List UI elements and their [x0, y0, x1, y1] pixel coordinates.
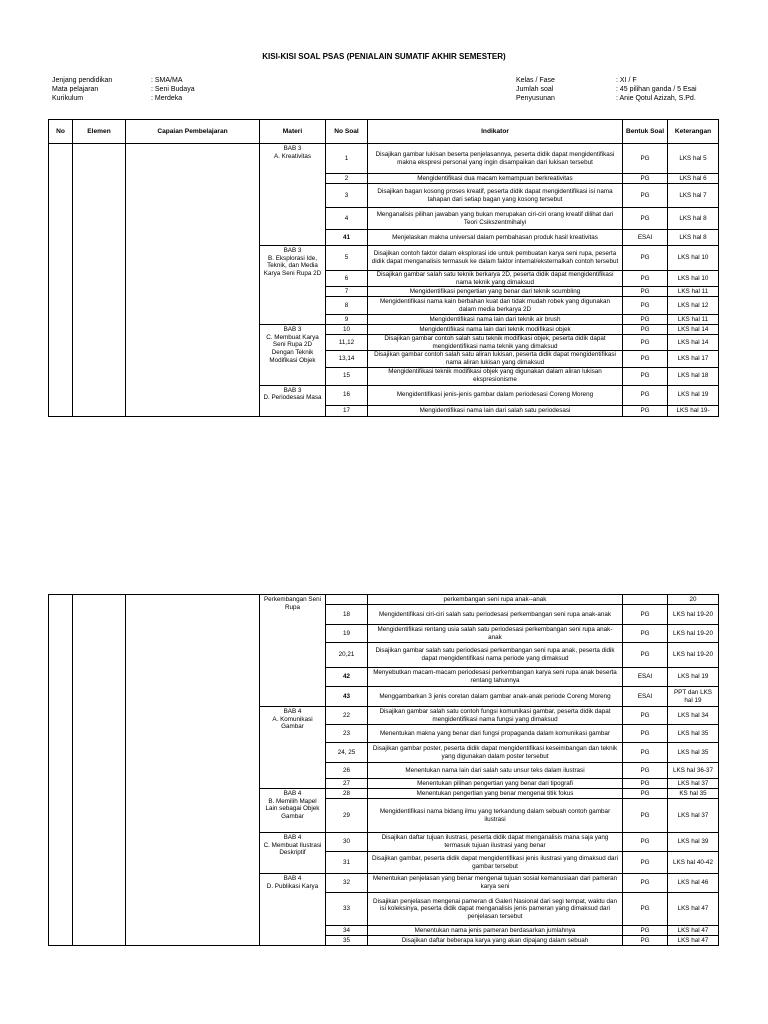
indikator-cell: Mengidentifikasi nama lain dari salah satu periodesasi: [368, 405, 623, 416]
keterangan-cell: LKS hal 37: [668, 799, 719, 833]
bentuk-soal-cell: PG: [623, 789, 668, 799]
keterangan-cell: LKS hal 14: [668, 335, 719, 351]
indikator-cell: Menentukan makna yang benar dari fungsi propaganda dalam komunikasi gambar: [368, 725, 623, 743]
header-no: No: [49, 120, 73, 144]
keterangan-cell: LKS hal 35: [668, 725, 719, 743]
bentuk-soal-cell: PG: [623, 385, 668, 405]
keterangan-cell: LKS hal 47: [668, 893, 719, 926]
materi-cell: BAB 3 B. Eksplorasi Ide, Teknik, dan Media Karya Seni Rupa 2D: [260, 246, 326, 325]
keterangan-cell: LKS hal 14: [668, 325, 719, 335]
materi-cell: Perkembangan Seni Rupa: [260, 595, 326, 707]
indikator-cell: Menentukan pilihan pengertian yang benar dari tipografi: [368, 779, 623, 789]
indikator-cell: Mengidentifikasi jenis-jenis gambar dalam periodesasi Coreng Moreng: [368, 385, 623, 405]
indikator-cell: Disajikan gambar contoh salah satu teknik modifikasi objek, peserta didik dapat mengidentifikasi nama teknik yang dimaksud: [368, 335, 623, 351]
bentuk-soal-cell: PG: [623, 325, 668, 335]
no-soal-cell: 19: [326, 625, 368, 643]
meta-value: : SMA/MA: [151, 77, 183, 84]
bentuk-soal-cell: [623, 595, 668, 605]
meta-row: [52, 76, 195, 85]
indikator-cell: perkembangan seni rupa anak--anak: [368, 595, 623, 605]
meta-label: Mata pelajaran: [52, 86, 99, 93]
bentuk-soal-cell: PG: [623, 315, 668, 325]
meta-row: [52, 94, 195, 103]
keterangan-cell: LKS hal 34: [668, 707, 719, 725]
no-soal-cell: 16: [326, 385, 368, 405]
materi-cell: BAB 3 A. Kreativitas: [260, 144, 326, 246]
no-soal-cell: 35: [326, 936, 368, 946]
bentuk-soal-cell: PG: [623, 405, 668, 416]
meta-value: : Seni Budaya: [151, 86, 195, 93]
indikator-cell: Disajikan penjelasan mengenai pameran di Galeri Nasional dari segi tempat, waktu dan isi koleksinya, peserta didik dapat menganalisis jenis pameran yang dimaksud dari penjelasan tersebut: [368, 893, 623, 926]
indikator-cell: Mengidentifikasi nama bidang ilmu yang terkandung dalam sebuah contoh gambar ilustrasi: [368, 799, 623, 833]
elemen-cell: [73, 144, 126, 417]
meta-row: [52, 85, 195, 94]
meta-label: Jenjang pendidikan: [52, 77, 113, 84]
meta-label: Penyusunan: [516, 95, 555, 102]
indikator-cell: Mengidentifikasi dua macam kemampuan berkreativitas: [368, 174, 623, 184]
keterangan-cell: LKS hal 6: [668, 174, 719, 184]
no-soal-cell: 10: [326, 325, 368, 335]
indikator-cell: Menentukan pengertian yang benar mengenai titik fokus: [368, 789, 623, 799]
meta-value: : Merdeka: [151, 95, 183, 102]
materi-cell: BAB 3 D. Periodesasi Masa: [260, 385, 326, 416]
bentuk-soal-cell: PG: [623, 297, 668, 315]
materi-cell: BAB 3 C. Membuat Karya Seni Rupa 2D Dengan Teknik Modifikasi Objek: [260, 325, 326, 385]
no-soal-cell: 24, 25: [326, 743, 368, 763]
bentuk-soal-cell: ESAI: [623, 687, 668, 707]
keterangan-cell: LKS hal 35: [668, 743, 719, 763]
indikator-cell: Disajikan gambar salah satu periodesasi perkembangan seni rupa anak, peserta didik dapat mengidentifikasi nama periode yang dimaksud: [368, 643, 623, 668]
no-soal-cell: 5: [326, 246, 368, 271]
bentuk-soal-cell: PG: [623, 174, 668, 184]
table-body-2: [49, 595, 719, 946]
indikator-cell: Disajikan gambar, peserta didik dapat mengidentifikasi jenis ilustrasi yang dimaksud dari gambar tersebut: [368, 852, 623, 874]
keterangan-cell: KS hal 35: [668, 789, 719, 799]
bentuk-soal-cell: PG: [623, 246, 668, 271]
meta-value: : XI / F: [616, 77, 637, 84]
no-soal-cell: 1: [326, 144, 368, 174]
bentuk-soal-cell: PG: [623, 208, 668, 230]
keterangan-cell: LKS hal 19-20: [668, 625, 719, 643]
bentuk-soal-cell: PG: [623, 625, 668, 643]
kisi-kisi-table-2: [48, 594, 719, 946]
bentuk-soal-cell: PG: [623, 605, 668, 625]
no-soal-cell: 3: [326, 184, 368, 208]
indikator-cell: Mengidentifikasi rentang usia salah satu periodesasi perkembangan seni rupa anak-anak: [368, 625, 623, 643]
keterangan-cell: LKS hal 8: [668, 208, 719, 230]
bentuk-soal-cell: PG: [623, 271, 668, 287]
keterangan-cell: LKS hal 5: [668, 144, 719, 174]
meta-row: [516, 76, 697, 85]
no-soal-cell: 26: [326, 763, 368, 779]
meta-value: : Anie Qotul Azizah, S.Pd.: [616, 95, 696, 102]
bentuk-soal-cell: PG: [623, 351, 668, 367]
meta-left: [52, 76, 195, 103]
no-soal-cell: 15: [326, 367, 368, 385]
header-indikator: Indikator: [368, 120, 623, 144]
table-header-row: [49, 120, 719, 144]
no-soal-cell: 17: [326, 405, 368, 416]
no-soal-cell: 8: [326, 297, 368, 315]
keterangan-cell: LKS hal 19: [668, 385, 719, 405]
indikator-cell: Menentukan nama lain dari salah satu unsur teks dalam ilustrasi: [368, 763, 623, 779]
keterangan-cell: LKS hal 39: [668, 833, 719, 852]
keterangan-cell: LKS hal 19-20: [668, 605, 719, 625]
bentuk-soal-cell: ESAI: [623, 230, 668, 246]
meta-right: [516, 76, 697, 103]
no-soal-cell: 32: [326, 874, 368, 893]
keterangan-cell: PPT dan LKS hal 19: [668, 687, 719, 707]
keterangan-cell: LKS hal 8: [668, 230, 719, 246]
keterangan-cell: LKS hal 7: [668, 184, 719, 208]
header-elemen: Elemen: [73, 120, 126, 144]
materi-cell: BAB 4 D. Publikasi Karya: [260, 874, 326, 946]
no-cell: [49, 595, 73, 946]
bentuk-soal-cell: PG: [623, 743, 668, 763]
no-soal-cell: 13,14: [326, 351, 368, 367]
indikator-cell: Disajikan gambar lukisan beserta penjelasannya, peserta didik dapat mengidentifikasi makna ekspresi personal yang ingin disampaikan dari lukisan tersebut: [368, 144, 623, 174]
no-soal-cell: 42: [326, 668, 368, 687]
keterangan-cell: LKS hal 47: [668, 926, 719, 936]
header-keterangan: Keterangan: [668, 120, 719, 144]
bentuk-soal-cell: PG: [623, 643, 668, 668]
no-soal-cell: 30: [326, 833, 368, 852]
indikator-cell: Menggambarkan 3 jenis coretan dalam gambar anak-anak periode Coreng Moreng: [368, 687, 623, 707]
indikator-cell: Disajikan bagan kosong proses kreatif, peserta didik dapat mengidentifikasi isi nama tahapan dari setiap bagan yang kosong tersebut: [368, 184, 623, 208]
table-row: [49, 144, 719, 174]
no-soal-cell: 23: [326, 725, 368, 743]
kisi-kisi-table-1: [48, 119, 719, 417]
meta-row: [516, 85, 697, 94]
keterangan-cell: LKS hal 10: [668, 246, 719, 271]
no-soal-cell: 28: [326, 789, 368, 799]
keterangan-cell: LKS hal 46: [668, 874, 719, 893]
no-soal-cell: 33: [326, 893, 368, 926]
bentuk-soal-cell: PG: [623, 779, 668, 789]
header-no-soal: No Soal: [326, 120, 368, 144]
no-soal-cell: 27: [326, 779, 368, 789]
indikator-cell: Disajikan daftar tujuan ilustrasi, peserta didik dapat menganalisis mana saja yang termasuk tujuan ilustrasi yang benar: [368, 833, 623, 852]
indikator-cell: Mengidentifikasi nama kain berbahan kuat dan tidak mudah robek yang digunakan dalam media berkarya 2D: [368, 297, 623, 315]
header-materi: Materi: [260, 120, 326, 144]
header-capaian: Capaian Pembelajaran: [126, 120, 260, 144]
elemen-cell: [73, 595, 126, 946]
bentuk-soal-cell: PG: [623, 335, 668, 351]
document-title: KISI-KISI SOAL PSAS (PENIALAIN SUMATIF AKHIR SEMESTER): [262, 52, 506, 61]
bentuk-soal-cell: PG: [623, 367, 668, 385]
bentuk-soal-cell: PG: [623, 725, 668, 743]
no-soal-cell: 31: [326, 852, 368, 874]
keterangan-cell: LKS hal 19: [668, 668, 719, 687]
indikator-cell: Menyebutkan macam-macam periodesasi perkembangan karya seni rupa anak beserta rentang tahunnya: [368, 668, 623, 687]
no-soal-cell: 2: [326, 174, 368, 184]
keterangan-cell: 20: [668, 595, 719, 605]
bentuk-soal-cell: PG: [623, 926, 668, 936]
header-bentuk: Bentuk Soal: [623, 120, 668, 144]
no-soal-cell: 6: [326, 271, 368, 287]
table-body-1: [49, 144, 719, 417]
meta-value: : 45 pilihan ganda / 5 Esai: [616, 86, 697, 93]
indikator-cell: Disajikan gambar salah satu contoh fungsi komunikasi gambar, peserta didik dapat mengidentifikasi nama fungsi yang dimaksud: [368, 707, 623, 725]
capaian-cell: [126, 595, 260, 946]
meta-row: [516, 94, 697, 103]
table-row: [49, 595, 719, 605]
indikator-cell: Mengidentifikasi ciri-ciri salah satu periodesasi perkembangan seni rupa anak-anak: [368, 605, 623, 625]
materi-cell: BAB 4 B. Memilih Mapel Lain sebagai Objek Gambar: [260, 789, 326, 833]
keterangan-cell: LKS hal 18: [668, 367, 719, 385]
indikator-cell: Disajikan contoh faktor dalam eksplorasi ide untuk pembuatan karya seni rupa, peserta didik dapat menganalisis termasuk ke dalam faktor internal/eksternalkah contoh tersebut: [368, 246, 623, 271]
keterangan-cell: LKS hal 37: [668, 779, 719, 789]
indikator-cell: Menentukan penjelasan yang benar mengenai tujuan sosial kemanusiaan dari pameran karya seni: [368, 874, 623, 893]
indikator-cell: Disajikan gambar salah satu teknik berkarya 2D, peserta didik dapat mengidentifikasi nama teknik yang dimaksud: [368, 271, 623, 287]
indikator-cell: Menentukan nama jenis pameran berdasarkan jumlahnya: [368, 926, 623, 936]
keterangan-cell: LKS hal 36-37: [668, 763, 719, 779]
indikator-cell: Menjelaskan makna universal dalam pembahasan produk hasil kreativitas: [368, 230, 623, 246]
indikator-cell: Mengidentifikasi pengertian yang benar dari teknik scumbling: [368, 287, 623, 297]
no-soal-cell: 9: [326, 315, 368, 325]
indikator-cell: Mengidentifikasi nama lain dari teknik modifikasi objek: [368, 325, 623, 335]
no-soal-cell: 43: [326, 687, 368, 707]
indikator-cell: Mengidentifikasi teknik modifikasi objek yang digunakan dalam aliran lukisan ekspresionisme: [368, 367, 623, 385]
keterangan-cell: LKS hal 12: [668, 297, 719, 315]
bentuk-soal-cell: PG: [623, 287, 668, 297]
no-soal-cell: 18: [326, 605, 368, 625]
meta-label: Kelas / Fase: [516, 77, 555, 84]
no-cell: [49, 144, 73, 417]
no-soal-cell: 41: [326, 230, 368, 246]
indikator-cell: Disajikan gambar poster, peserta didik dapat mengidentifikasi keseimbangan dan teknik yang digunakan dalam poster tersebut: [368, 743, 623, 763]
indikator-cell: Disajikan daftar beberapa karya yang akan dipajang dalam sebuah: [368, 936, 623, 946]
bentuk-soal-cell: PG: [623, 852, 668, 874]
bentuk-soal-cell: PG: [623, 833, 668, 852]
bentuk-soal-cell: PG: [623, 936, 668, 946]
indikator-cell: Menganalisis pilihan jawaban yang bukan merupakan ciri-ciri orang kreatif dilihat dari Teori Csikszentmihalyi: [368, 208, 623, 230]
meta-label: Jumlah soal: [516, 86, 554, 93]
no-soal-cell: 22: [326, 707, 368, 725]
indikator-cell: Disajikan gambar contoh salah satu aliran lukisan, peserta didik dapat mengidentifikasi nama aliran lukisan yang dimaksud: [368, 351, 623, 367]
keterangan-cell: LKS hal 19-: [668, 405, 719, 416]
bentuk-soal-cell: ESAI: [623, 668, 668, 687]
no-soal-cell: 34: [326, 926, 368, 936]
materi-cell: BAB 4 C. Membuat Ilustrasi Deskriptif: [260, 833, 326, 874]
no-soal-cell: 20,21: [326, 643, 368, 668]
keterangan-cell: LKS hal 10: [668, 271, 719, 287]
no-soal-cell: [326, 595, 368, 605]
bentuk-soal-cell: PG: [623, 799, 668, 833]
no-soal-cell: 4: [326, 208, 368, 230]
keterangan-cell: LKS hal 17: [668, 351, 719, 367]
no-soal-cell: 11,12: [326, 335, 368, 351]
no-soal-cell: 7: [326, 287, 368, 297]
bentuk-soal-cell: PG: [623, 144, 668, 174]
capaian-cell: [126, 144, 260, 417]
meta-label: Kurikulum: [52, 95, 84, 102]
bentuk-soal-cell: PG: [623, 763, 668, 779]
keterangan-cell: LKS hal 11: [668, 315, 719, 325]
bentuk-soal-cell: PG: [623, 707, 668, 725]
bentuk-soal-cell: PG: [623, 874, 668, 893]
bentuk-soal-cell: PG: [623, 893, 668, 926]
keterangan-cell: LKS hal 40-42: [668, 852, 719, 874]
keterangan-cell: LKS hal 19-20: [668, 643, 719, 668]
materi-cell: BAB 4 A. Komunikasi Gambar: [260, 707, 326, 789]
bentuk-soal-cell: PG: [623, 184, 668, 208]
keterangan-cell: LKS hal 47: [668, 936, 719, 946]
no-soal-cell: 29: [326, 799, 368, 833]
indikator-cell: Mengidentifikasi nama lain dari teknik air brush: [368, 315, 623, 325]
keterangan-cell: LKS hal 11: [668, 287, 719, 297]
